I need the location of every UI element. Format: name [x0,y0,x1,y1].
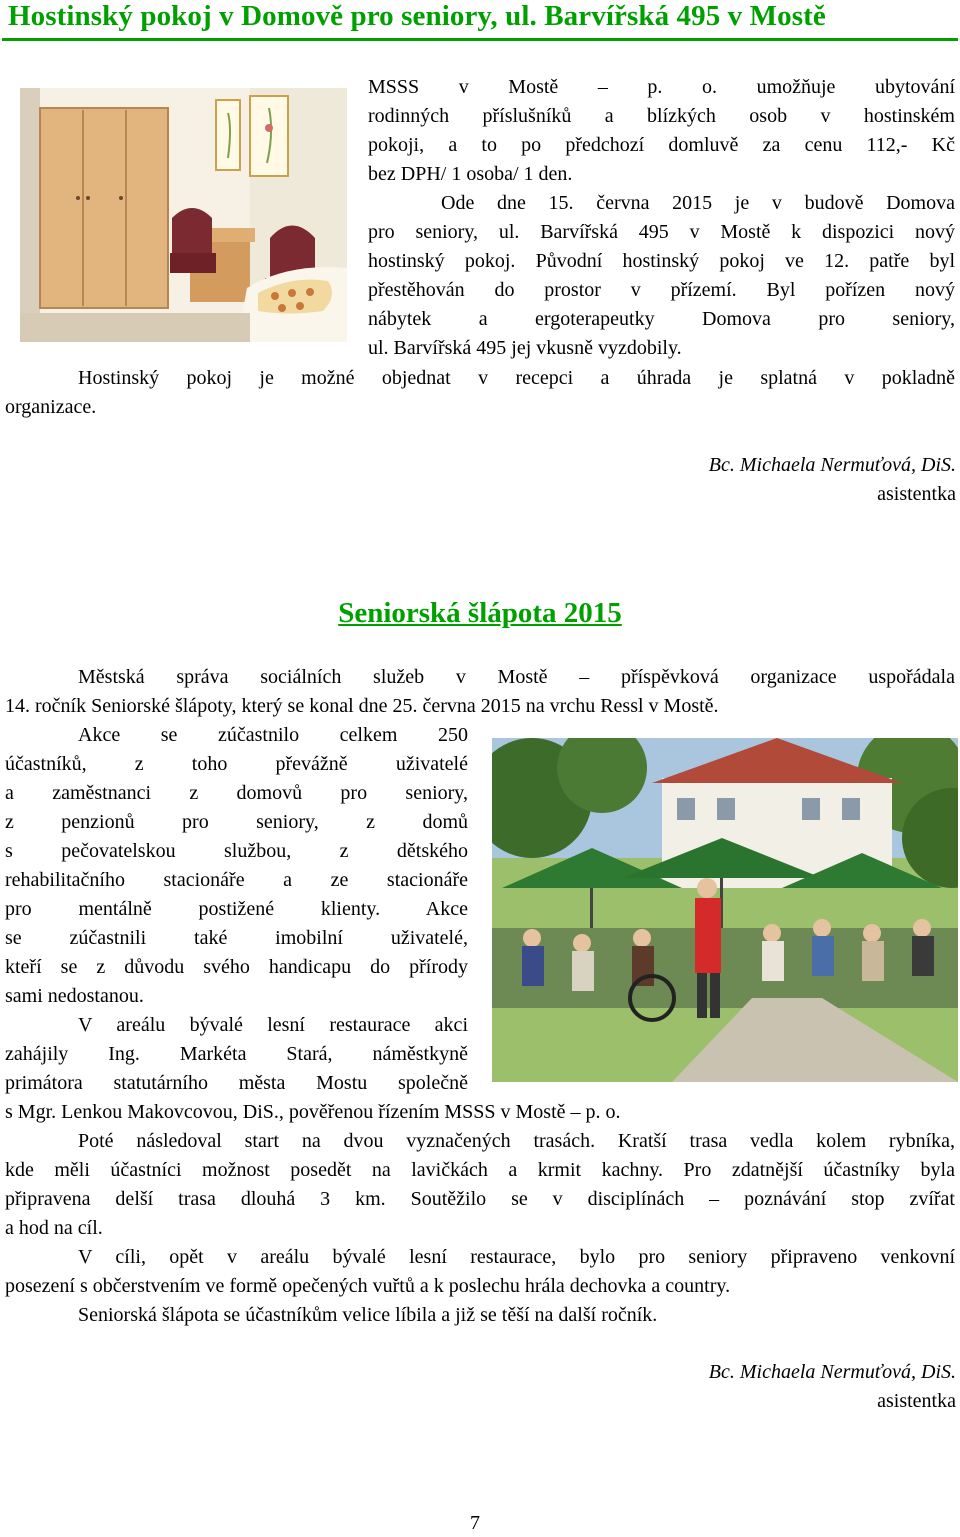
text-line: Akce se zúčastnilo celkem 250 [78,724,468,746]
text-line: ul. Barvířská 495 jej vkusně vyzdobily. [368,337,682,359]
text-line: pokoji, a to po předchozí domluvě za cenu 112,- Kč [368,134,955,156]
text-line: a hod na cíl. [5,1217,103,1239]
text-line: s Mgr. Lenkou Makovcovou, DiS., pověřenou řízením MSSS v Mostě – p. o. [5,1101,621,1123]
text-line: hostinský pokoj. Původní hostinský pokoj ve 12. patře byl [368,250,955,272]
text-line: 14. ročník Seniorské šlápoty, který se konal dne 25. června 2015 na vrchu Ressl v Mostě. [5,695,719,717]
text-line: a zaměstnanci z domovů pro seniory, [5,782,468,804]
page-number: 7 [470,1512,480,1534]
article2-left-text [5,721,468,1098]
signature-role: asistentka [877,483,956,505]
text-line: zahájily Ing. Markéta Stará, náměstkyně [5,1043,468,1065]
text-line: kteří se z důvodu svého handicapu do přírody [5,956,468,978]
text-line: primátora statutárního města Mostu společně [5,1072,468,1094]
guest-room-photo [20,88,347,342]
text-line: Seniorská šlápota se účastníkům velice líbila a již se těší na další ročník. [78,1304,658,1326]
article1-signature [709,451,956,509]
text-line: Poté následoval start na dvou vyznačených trasách. Kratší trasa vedla kolem rybníka, [78,1130,955,1152]
signature-role: asistentka [877,1390,956,1412]
text-line: bez DPH/ 1 osoba/ 1 den. [368,163,573,185]
article2-main-text [5,1098,955,1330]
text-line: nábytek a ergoterapeutky Domova pro seniory, [368,308,955,330]
article2-signature [709,1358,956,1416]
text-line: připravena delší trasa dlouhá 3 km. Soutěžilo se v disciplínách – poznávání stop zvířat [5,1188,955,1210]
text-line: pro mentálně postižené klienty. Akce [5,898,468,920]
article1-title: Hostinský pokoj v Domově pro seniory, ul. Barvířská 495 v Mostě [8,0,826,32]
text-line: z penzionů pro seniory, z domů [5,811,468,833]
text-line: pro seniory, ul. Barvířská 495 v Mostě k dispozici nový [368,221,955,243]
text-line: MSSS v Mostě – p. o. umožňuje ubytování [368,76,955,98]
text-line: posezení s občerstvením ve formě opečených vuřtů a k poslechu hrála dechovka a country. [5,1275,731,1297]
text-line: Ode dne 15. června 2015 je v budově Domova [441,192,955,214]
article1-closing-text [5,364,955,422]
text-line: s pečovatelskou službou, z dětského [5,840,468,862]
text-line: organizace. [5,396,97,418]
text-line: účastníků, z toho převážně uživatelé [5,753,468,775]
title-underline [2,0,958,41]
text-line: sami nedostanou. [5,985,144,1007]
article2-intro-text [5,663,955,721]
article1-intro-text [368,73,955,363]
article2-title: Seniorská šlápota 2015 [338,597,622,629]
signature-name: Bc. Michaela Nermuťová, DiS. [708,1361,956,1383]
text-line: se zúčastnili také imobilní uživatelé, [5,927,468,949]
text-line: V cíli, opět v areálu bývalé lesní restaurace, bylo pro seniory připraveno venkovní [78,1246,955,1268]
text-line: V areálu bývalé lesní restaurace akci [78,1014,468,1036]
text-line: Hostinský pokoj je možné objednat v recepci a úhrada je splatná v pokladně [78,367,955,389]
text-line: kde měli účastníci možnost posedět na lavičkách a krmit kachny. Pro zdatnější účastníky byla [5,1159,955,1181]
event-photo [492,738,958,1082]
text-line: Městská správa sociálních služeb v Mostě – příspěvková organizace uspořádala [78,666,955,688]
text-line: rodinných příslušníků a blízkých osob v hostinském [368,105,955,127]
signature-name: Bc. Michaela Nermuťová, DiS. [708,454,956,476]
text-line: přestěhován do prostor v přízemí. Byl pořízen nový [368,279,955,301]
text-line: rehabilitačního stacionáře a ze stacionáře [5,869,468,891]
